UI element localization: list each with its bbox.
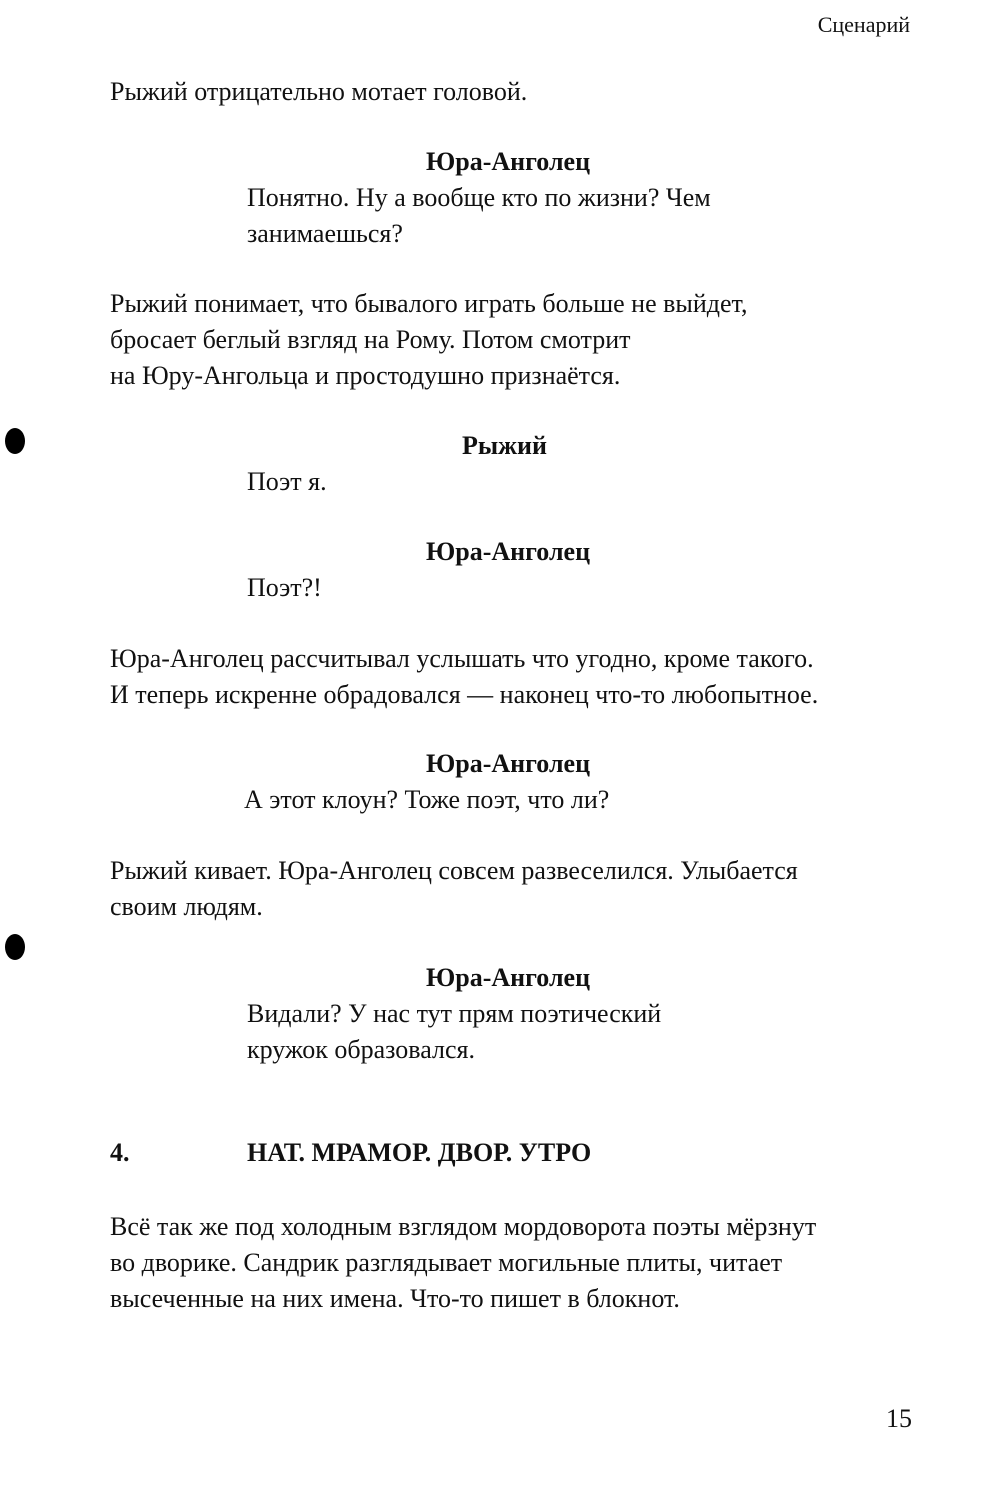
action-paragraph <box>110 1209 816 1317</box>
dialogue-block <box>247 570 322 606</box>
action-paragraph <box>110 641 818 713</box>
running-header: Сценарий <box>817 12 910 37</box>
action-paragraph <box>110 286 747 394</box>
text-line: высеченные на них имена. Что-то пишет в блокнот. <box>110 1284 680 1313</box>
dialogue-block <box>247 180 711 252</box>
text-line: Поэт?! <box>247 573 322 602</box>
character-name: Рыжий <box>462 431 547 460</box>
text-line: Всё так же под холодным взглядом мордоворота поэты мёрзнут <box>110 1212 817 1241</box>
text-line: И теперь искренне обрадовался — наконец что-то любопытное. <box>110 680 819 709</box>
action-paragraph <box>110 853 798 925</box>
dialogue-block <box>247 996 661 1068</box>
text-line: на Юру-Ангольца и простодушно признаётся. <box>110 361 621 390</box>
text-line: А этот клоун? Тоже поэт, что ли? <box>244 785 610 814</box>
text-line: во дворике. Сандрик разглядывает могильные плиты, читает <box>110 1248 783 1277</box>
text-line: занимаешься? <box>247 219 403 248</box>
text-line: Понятно. Ну а вообще кто по жизни? Чем <box>247 183 711 212</box>
character-name: Юра-Анголец <box>426 537 591 566</box>
character-name: Юра-Анголец <box>426 147 591 176</box>
text-line: Поэт я. <box>247 467 327 496</box>
scene-number: 4. <box>110 1138 130 1167</box>
character-name: Юра-Анголец <box>426 749 591 778</box>
dialogue-block <box>247 464 327 500</box>
text-line: Видали? У нас тут прям поэтический <box>247 999 662 1028</box>
text-line: кружок образовался. <box>247 1035 475 1064</box>
text-line: Рыжий отрицательно мотает головой. <box>110 77 528 106</box>
binder-hole-bottom <box>5 934 25 960</box>
page-number: 15 <box>886 1404 912 1433</box>
dialogue-block <box>244 782 609 818</box>
text-line: Рыжий понимает, что бывалого играть больше не выйдет, <box>110 289 748 318</box>
text-line: Юра-Анголец рассчитывал услышать что угодно, кроме такого. <box>110 644 814 673</box>
character-name: Юра-Анголец <box>426 963 591 992</box>
action-paragraph <box>110 74 527 110</box>
text-line: своим людям. <box>110 892 263 921</box>
scene-heading: НАТ. МРАМОР. ДВОР. УТРО <box>247 1138 592 1167</box>
binder-hole-top <box>5 428 25 454</box>
text-line: бросает беглый взгляд на Рому. Потом смотрит <box>110 325 631 354</box>
text-line: Рыжий кивает. Юра-Анголец совсем развеселился. Улыбается <box>110 856 798 885</box>
